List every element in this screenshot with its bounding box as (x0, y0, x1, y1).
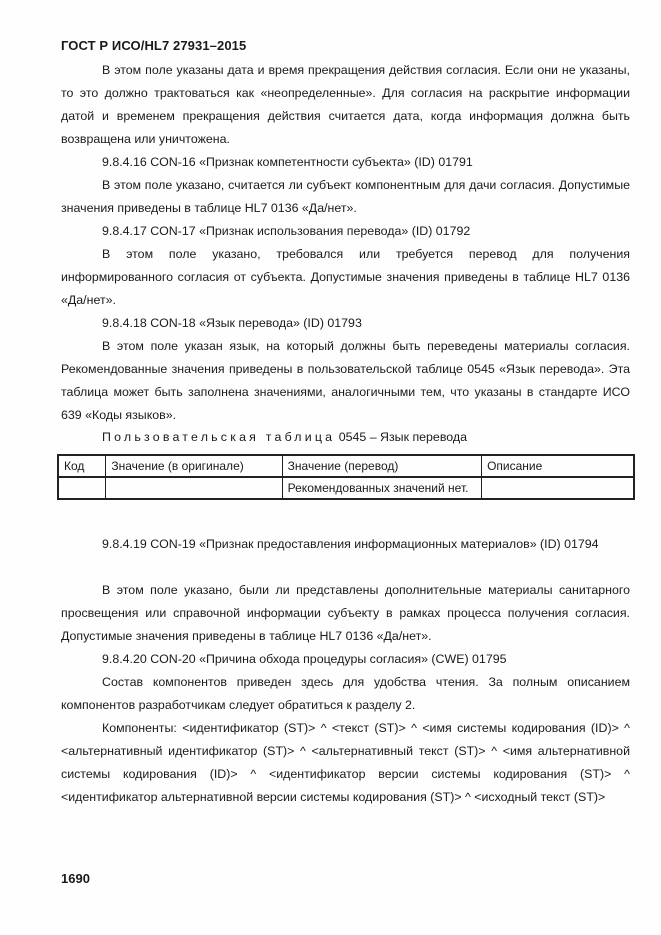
header-code: Код (58, 455, 106, 477)
table-header-row (58, 455, 634, 477)
paragraph-con18: В этом поле указан язык, на который должны быть переведены материалы согласия. Рекомендованные значения приведены в пользовательской таблице 0545 «Язык перевода». Эта таблица может быть заполнена значениями, аналогичными тем, что указаны в стандарте ИСО 639 «Коды языков». (61, 339, 630, 422)
section-heading-con19: 9.8.4.19 CON-19 «Признак предоставления информационных материалов» (ID) 01794 (102, 537, 599, 551)
paragraph-expiry-date: В этом поле указаны дата и время прекращения действия согласия. Если они не указаны, то это должно трактоваться как «неопределенные». Для согласия на раскрытие информации датой и временем прекращения действия считается дата, когда информация должна быть возвращена или уничтожена. (61, 63, 630, 146)
table-caption-title: 0545 – Язык перевода (338, 430, 468, 444)
table-row (58, 477, 634, 499)
cell-code (58, 477, 106, 499)
section-heading-con16: 9.8.4.16 CON-16 «Признак компетентности субъекта» (ID) 01791 (102, 155, 473, 169)
page-number: 1690 (61, 871, 90, 886)
paragraph-con19: В этом поле указано, были ли представлены дополнительные материалы санитарного просвещения или справочной информации субъекту в рамках процесса получения согласия. Допустимые значения приведены в таблице HL7 0136 «Да/нет». (61, 583, 630, 643)
header-original-value: Значение (в оригинале) (106, 455, 282, 477)
section-heading-con17: 9.8.4.17 CON-17 «Признак использования перевода» (ID) 01792 (102, 224, 471, 238)
paragraph-con20-intro: Состав компонентов приведен здесь для удобства чтения. За полным описанием компонентов разработчикам следует обратиться к разделу 2. (61, 675, 630, 712)
table-caption (102, 430, 467, 444)
page-header: ГОСТ Р ИСО/HL7 27931–2015 (61, 38, 247, 53)
header-translated-value: Значение (перевод) (282, 455, 481, 477)
language-translation-table (57, 454, 635, 500)
section-heading-con20: 9.8.4.20 CON-20 «Причина обхода процедуры согласия» (CWE) 01795 (102, 652, 507, 666)
header-description: Описание (482, 455, 634, 477)
paragraph-con16: В этом поле указано, считается ли субъект компонентным для дачи согласия. Допустимые значения приведены в таблице HL7 0136 «Да/нет». (61, 178, 630, 215)
cell-original-value (106, 477, 282, 499)
section-heading-con18: 9.8.4.18 CON-18 «Язык перевода» (ID) 01793 (102, 316, 362, 330)
paragraph-con20-components: Компоненты: <идентификатор (ST)> ^ <текст (ST)> ^ <имя системы кодирования (ID)> ^ <альтернативный идентификатор (ST)> ^ <альтернативный текст (ST)> ^ <имя альтернативной системы кодирования (ID)> ^ <идентификатор версии системы кодирования (ST)> ^ <идентификатор альтернативной версии системы кодирования (ST)> ^ <исходный текст (ST)> (61, 721, 630, 804)
cell-translated-value: Рекомендованных значений нет. (282, 477, 481, 499)
paragraph-con17: В этом поле указано, требовался или требуется перевод для получения информированного согласия от субъекта. Допустимые значения приведены в таблице HL7 0136 «Да/нет». (61, 247, 630, 307)
table-caption-label: Пользовательская таблица (102, 430, 336, 444)
cell-description (482, 477, 634, 499)
